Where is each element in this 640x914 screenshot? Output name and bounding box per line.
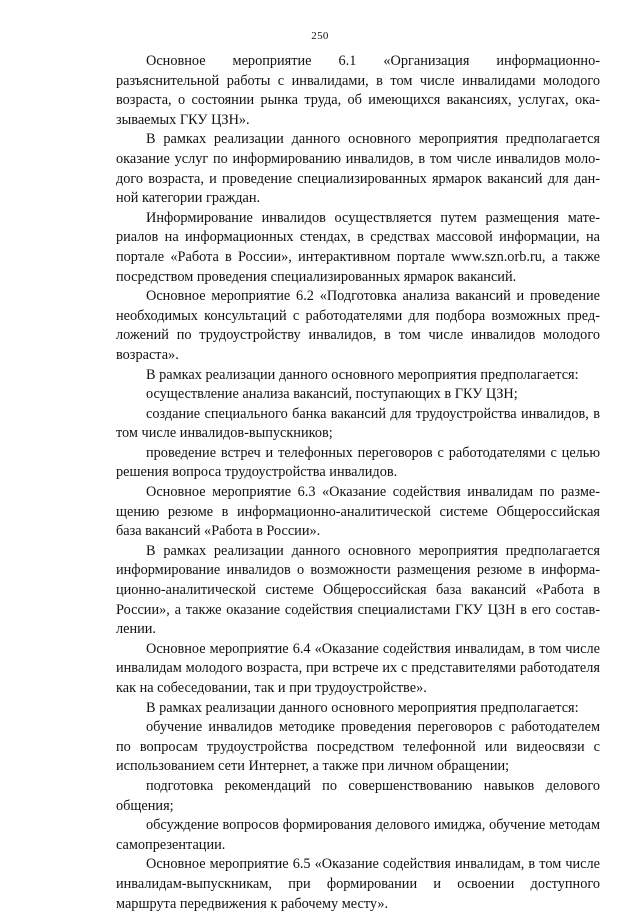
paragraph-measure-6-2-intro: В рамках реализации данного основного мероприятия предполагается: [146, 366, 579, 383]
paragraph-measure-6-1: Основное мероприятие 6.1 «Организация информационно-разъяснительной работы с инвалидами, в том числе инвалидами молодого возраста, о состоянии рынка труда, об имеющихся вакансиях, услугах, оказываемых ГКУ ЦЗН». [116, 53, 600, 128]
paragraph-measure-6-3-details: В рамках реализации данного основного мероприятия предполагается информирование инвалидов о возможности размещения резюме в информационно-аналитической системе Общероссийская база вакансий «Работа в России», а также оказание содействия специалистами ГКУ ЦЗН в его составлении. [116, 542, 600, 638]
paragraph-measure-6-1-services: В рамках реализации данного основного мероприятия предполагается оказание услуг по информированию инвалидов, в том числе инвалидов молодого возраста, и проведение специализированных ярмарок вакансий для данной категории граждан. [116, 131, 600, 207]
list-item-business-image: обсуждение вопросов формирования делового имиджа, обучение методам самопрезентации. [116, 817, 600, 853]
paragraph-measure-6-4: Основное мероприятие 6.4 «Оказание содействия инвалидам, в том числе инвалидам молодого возраста, при встрече их с представителями работодателя как на собеседовании, так и при трудоустройстве». [116, 640, 600, 696]
paragraph-measure-6-4-intro: В рамках реализации данного основного мероприятия предполагается: [146, 699, 579, 716]
paragraph-measure-6-3: Основное мероприятие 6.3 «Оказание содействия инвалидам по размещению резюме в информационно-аналитической системе Общероссийская база вакансий «Работа в России». [116, 484, 600, 540]
paragraph-informing-channels: Информирование инвалидов осуществляется путем размещения материалов на информационных стендах, в средствах массовой информации, на портале «Работа в России», интерактивном портале www.szn.orb.ru, а также посредством проведения специализированных ярмарок вакансий. [116, 209, 600, 285]
list-item-negotiation-training: обучение инвалидов методике проведения переговоров с работодателем по вопросам трудоустройства посредством телефонной или видеосвязи с использованием сети Интернет, а также при личном обращении; [116, 719, 600, 775]
list-item-employer-meetings: проведение встреч и телефонных переговоров с работодателями с целью решения вопроса трудоустройства инвалидов. [116, 444, 600, 481]
paragraph-measure-6-5: Основное мероприятие 6.5 «Оказание содействия инвалидам, в том числе инвалидам-выпускникам, при формировании и освоении доступного маршрута передвижения к рабочему месту». [116, 856, 600, 912]
list-item-communication-skills: подготовка рекомендаций по совершенствованию навыков делового общения; [116, 777, 600, 814]
document-body [116, 52, 600, 914]
list-item-vacancy-analysis: осуществление анализа вакансий, поступающих в ГКУ ЦЗН; [146, 386, 518, 403]
paragraph-measure-6-2: Основное мероприятие 6.2 «Подготовка анализа вакансий и проведение необходимых консультаций с работодателями для подбора возможных предложений по трудоустройству инвалидов, в том числе инвалидов молодого возраста». [116, 288, 600, 363]
list-item-vacancy-bank: создание специального банка вакансий для трудоустройства инвалидов, в том числе инвалидов-выпускников; [116, 405, 600, 442]
page-number: 250 [311, 30, 329, 42]
